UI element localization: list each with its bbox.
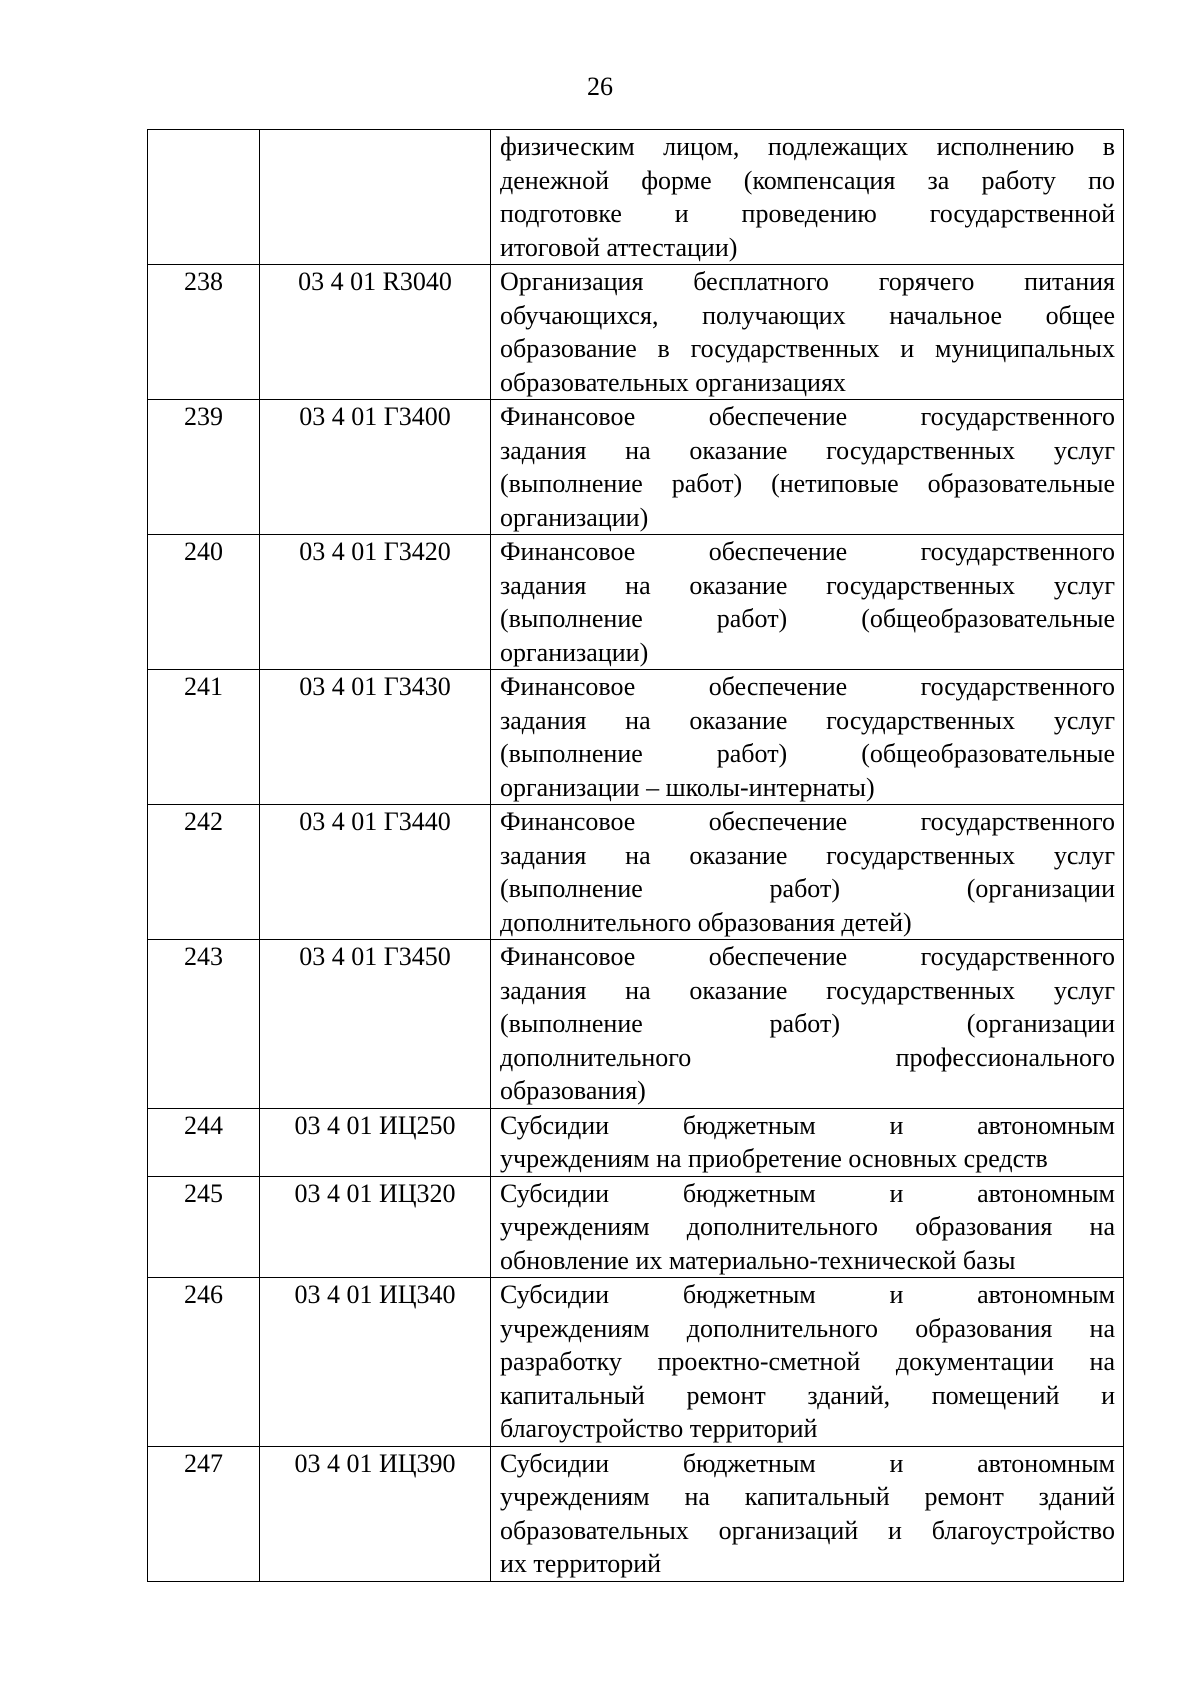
description-cell — [491, 535, 1124, 670]
table-row — [148, 1446, 1124, 1581]
description-line: разработку проектно-сметной документации на — [500, 1347, 1115, 1376]
row-number-cell: 242 — [148, 805, 260, 940]
table-row — [148, 670, 1124, 805]
description-line: задания на оказание государственных услуг — [500, 975, 1115, 1005]
classification-code-cell: 03 4 01 Г3400 — [260, 400, 491, 535]
description-line: итоговой аттестации) — [500, 232, 738, 262]
row-number-cell: 239 — [148, 400, 260, 535]
description-line: дополнительного образования детей) — [500, 907, 912, 937]
description-line: Субсидии бюджетным и автономным — [500, 1178, 1115, 1208]
table-row — [148, 265, 1124, 400]
table-row — [148, 805, 1124, 940]
description-line: Финансовое обеспечение государственного — [500, 942, 1115, 971]
description-line: Субсидии бюджетным и автономным — [500, 1448, 1115, 1478]
page-number: 26 — [587, 72, 613, 101]
description-line: образования) — [500, 1076, 646, 1105]
description-line: (выполнение работ) (организации — [500, 1009, 1115, 1038]
row-number-cell: 247 — [148, 1446, 260, 1581]
row-number-cell: 241 — [148, 670, 260, 805]
description-line: образовательных организациях — [500, 367, 846, 397]
description-line: задания на оказание государственных услуг — [500, 840, 1115, 870]
classification-code-cell: 03 4 01 Г3440 — [260, 805, 491, 940]
description-line: организации – школы-интернаты) — [500, 772, 875, 802]
description-line: учреждениям на капитальный ремонт зданий — [500, 1482, 1115, 1511]
table-row — [148, 400, 1124, 535]
description-line: учреждениям дополнительного образования на — [500, 1313, 1115, 1343]
description-line: Финансовое обеспечение государственного — [500, 672, 1115, 701]
row-number-cell: 244 — [148, 1108, 260, 1176]
description-line: Субсидии бюджетным и автономным — [500, 1280, 1115, 1309]
classification-code-cell: 03 4 01 Г3420 — [260, 535, 491, 670]
row-number-cell: 238 — [148, 265, 260, 400]
classification-code-cell: 03 4 01 ИЦ340 — [260, 1278, 491, 1447]
row-number-cell: 246 — [148, 1278, 260, 1447]
description-cell — [491, 1446, 1124, 1581]
description-line: (выполнение работ) (общеобразовательные — [500, 739, 1115, 768]
row-number-cell: 243 — [148, 940, 260, 1109]
description-line: обучающихся, получающих начальное общее — [500, 300, 1115, 330]
description-cell — [491, 1176, 1124, 1278]
table-body — [148, 130, 1124, 1582]
description-line: учреждениям дополнительного образования на — [500, 1212, 1115, 1241]
classification-code-cell — [260, 130, 491, 265]
table-row — [148, 1108, 1124, 1176]
table-row — [148, 130, 1124, 265]
description-line: обновление их материально-технической базы — [500, 1245, 1016, 1275]
description-cell — [491, 130, 1124, 265]
budget-classification-table — [147, 129, 1124, 1582]
description-line: дополнительного профессионального — [500, 1042, 1115, 1072]
row-number-cell: 240 — [148, 535, 260, 670]
classification-code-cell: 03 4 01 Г3450 — [260, 940, 491, 1109]
classification-code-cell: 03 4 01 ИЦ250 — [260, 1108, 491, 1176]
description-line: задания на оказание государственных услуг — [500, 435, 1115, 465]
description-line: капитальный ремонт зданий, помещений и — [500, 1380, 1115, 1410]
description-line: физическим лицом, подлежащих исполнению в — [500, 132, 1115, 161]
description-line: (выполнение работ) (нетиповые образовательные — [500, 469, 1115, 498]
description-line: Организация бесплатного горячего питания — [500, 267, 1115, 296]
table-row — [148, 1176, 1124, 1278]
description-cell — [491, 1108, 1124, 1176]
description-line: Финансовое обеспечение государственного — [500, 402, 1115, 431]
description-line: подготовке и проведению государственной — [500, 199, 1115, 228]
description-line: денежной форме (компенсация за работу по — [500, 165, 1115, 195]
row-number-cell — [148, 130, 260, 265]
description-cell — [491, 400, 1124, 535]
description-line: образование в государственных и муниципальных — [500, 334, 1115, 363]
table-row — [148, 940, 1124, 1109]
classification-code-cell: 03 4 01 R3040 — [260, 265, 491, 400]
classification-code-cell: 03 4 01 ИЦ390 — [260, 1446, 491, 1581]
description-cell — [491, 1278, 1124, 1447]
row-number-cell: 245 — [148, 1176, 260, 1278]
description-line: (выполнение работ) (организации — [500, 874, 1115, 903]
classification-code-cell: 03 4 01 ИЦ320 — [260, 1176, 491, 1278]
description-cell — [491, 670, 1124, 805]
description-line: организации) — [500, 637, 649, 667]
description-line: благоустройство территорий — [500, 1414, 818, 1443]
table-row — [148, 535, 1124, 670]
classification-code-cell: 03 4 01 Г3430 — [260, 670, 491, 805]
description-line: Финансовое обеспечение государственного — [500, 807, 1115, 836]
description-line: их территорий — [500, 1549, 662, 1578]
table-row — [148, 1278, 1124, 1447]
description-line: Финансовое обеспечение государственного — [500, 537, 1115, 566]
description-cell — [491, 805, 1124, 940]
description-line: задания на оказание государственных услуг — [500, 570, 1115, 600]
description-line: образовательных организаций и благоустройство — [500, 1515, 1115, 1545]
description-line: учреждениям на приобретение основных средств — [500, 1144, 1048, 1173]
description-cell — [491, 940, 1124, 1109]
description-line: (выполнение работ) (общеобразовательные — [500, 604, 1115, 633]
description-line: Субсидии бюджетным и автономным — [500, 1110, 1115, 1140]
description-line: задания на оказание государственных услуг — [500, 705, 1115, 735]
description-cell — [491, 265, 1124, 400]
description-line: организации) — [500, 502, 649, 532]
